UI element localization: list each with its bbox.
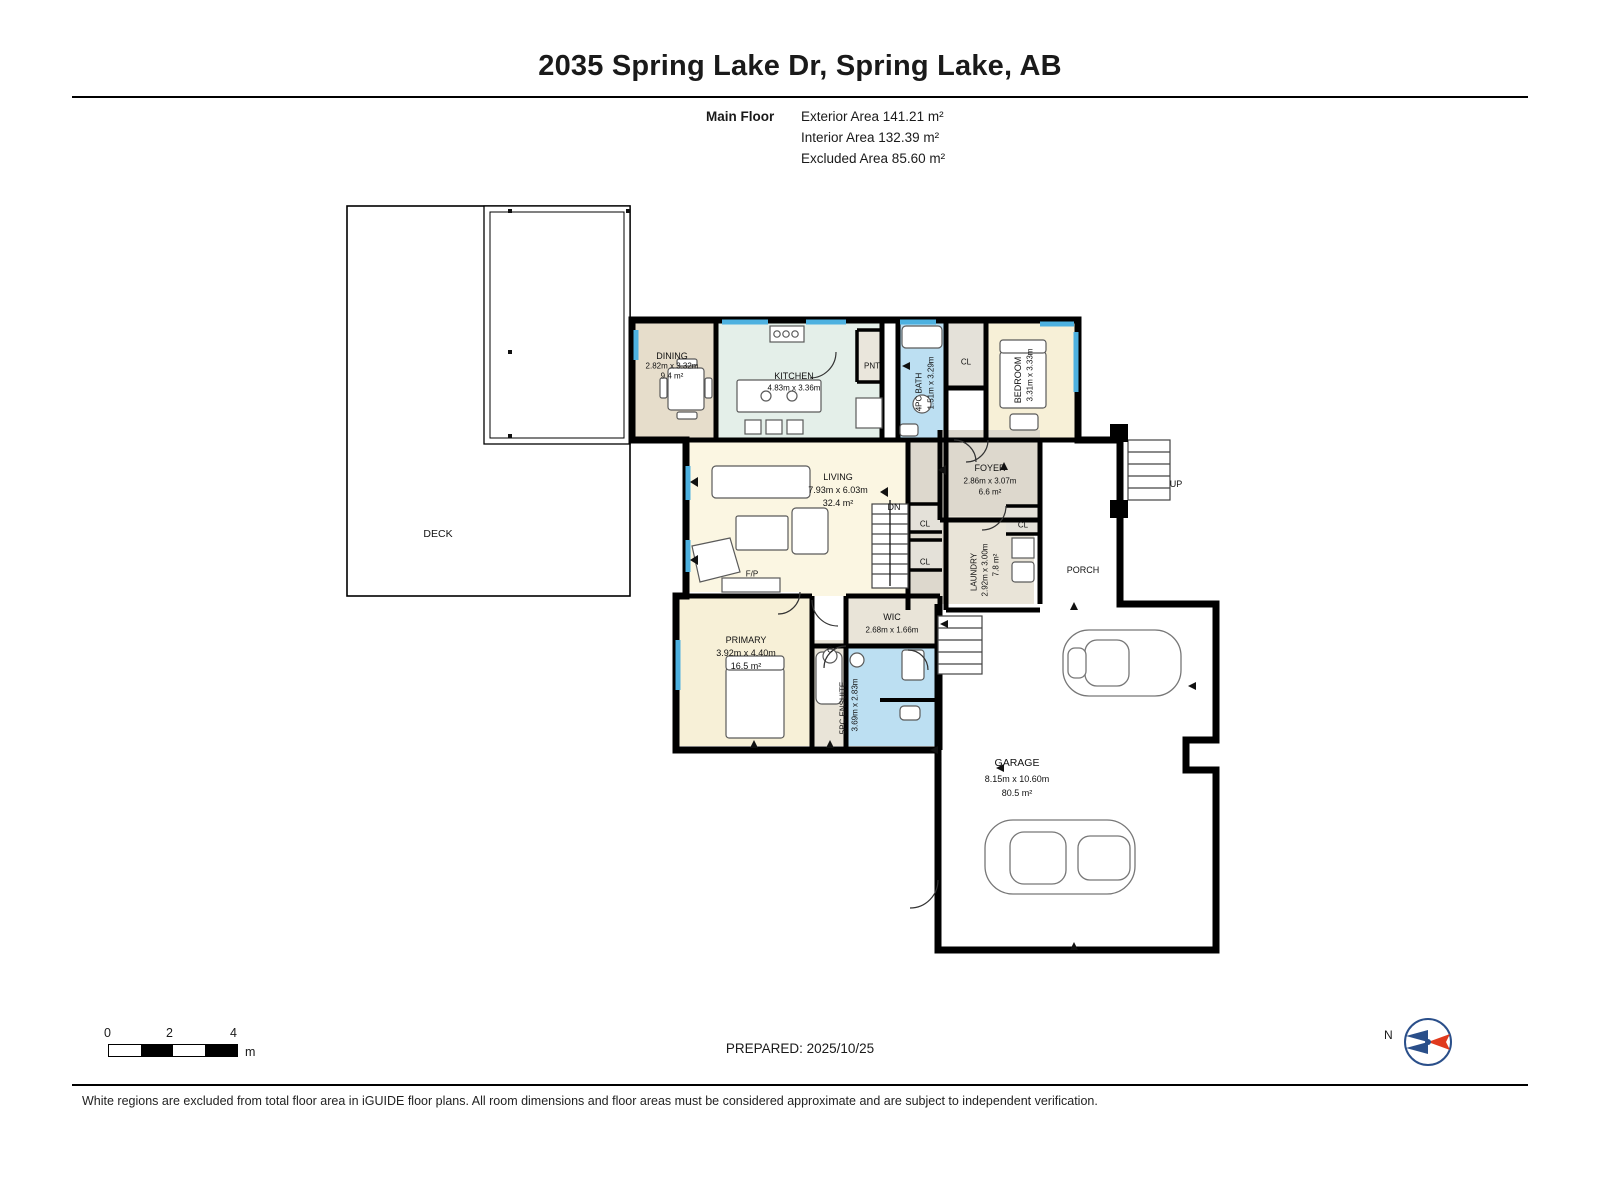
room-label-porch: PORCH xyxy=(1066,564,1100,575)
room-label-bedroom: BEDROOM xyxy=(1012,356,1023,404)
room-label-closet-hall-2: CL xyxy=(919,557,931,567)
room-label-living: LIVING xyxy=(823,471,853,482)
room-area-foyer: 6.6 m² xyxy=(978,487,1002,497)
room-label-closet-primary: C xyxy=(827,645,833,655)
room-area-garage: 80.5 m² xyxy=(1001,787,1033,798)
compass-rose xyxy=(1384,1014,1460,1070)
room-dims-bedroom: 3.31m x 3.33m xyxy=(1025,348,1035,402)
room-label-pantry: PNT xyxy=(864,361,880,371)
room-area-dining: 9.4 m² xyxy=(660,371,684,381)
interior-area-text: Interior Area 132.39 m² xyxy=(801,130,940,145)
stairs-label-up: UP xyxy=(1169,478,1183,489)
scale-tick-4: 4 xyxy=(230,1026,237,1040)
room-label-deck: DECK xyxy=(423,527,453,540)
footer-divider xyxy=(72,1084,1528,1086)
scale-tick-0: 0 xyxy=(104,1026,111,1040)
room-dims-kitchen: 4.83m x 3.36m xyxy=(767,383,821,393)
stairs-label-dn: DN xyxy=(887,501,901,512)
room-label-5pc-ensuite: 5PC ENSUITE xyxy=(838,681,848,735)
room-label-dining: DINING xyxy=(656,350,688,361)
room-label-garage: GARAGE xyxy=(994,756,1040,769)
room-dims-laundry: 2.92m x 3.00m xyxy=(980,543,990,597)
room-label-kitchen: KITCHEN xyxy=(774,370,814,381)
room-dims-living: 7.93m x 6.03m xyxy=(808,484,868,495)
room-label-foyer: FOYER xyxy=(974,462,1006,473)
floor-label: Main Floor xyxy=(706,109,775,124)
room-dims-garage: 8.15m x 10.60m xyxy=(984,773,1050,784)
room-dims-foyer: 2.86m x 3.07m xyxy=(963,476,1017,486)
room-label-closet-foyer: CL xyxy=(1017,520,1029,530)
room-area-laundry: 7.8 m² xyxy=(991,553,1001,577)
room-dims-4pc-bath: 1.51m x 3.29m xyxy=(926,356,936,410)
room-label-bedroom-closet: CL xyxy=(960,357,972,367)
excluded-area-text: Excluded Area 85.60 m² xyxy=(801,151,946,166)
room-label-laundry: LAUNDRY xyxy=(969,552,979,592)
room-label-closet-hall-1: CL xyxy=(919,519,931,529)
scale-tick-2: 2 xyxy=(166,1026,173,1040)
room-dims-wic: 2.68m x 1.66m xyxy=(865,625,919,635)
exterior-area-text: Exterior Area 141.21 m² xyxy=(801,109,944,124)
scale-unit-label: m xyxy=(245,1045,256,1059)
room-dims-5pc-ensuite: 3.69m x 2.83m xyxy=(850,678,860,732)
disclaimer-text: White regions are excluded from total floor area in iGUIDE floor plans. All room dimensions and floor areas must be considered approximate and are subject to independent verification. xyxy=(82,1094,1098,1108)
room-dims-primary: 3.92m x 4.40m xyxy=(716,647,776,658)
room-label-fireplace: F/P xyxy=(745,569,759,579)
compass-icon xyxy=(1384,1014,1460,1070)
room-label-4pc-bath: 4PC BATH xyxy=(914,372,924,412)
room-dims-dining: 2.82m x 3.32m xyxy=(645,361,699,371)
room-area-living: 32.4 m² xyxy=(822,497,854,508)
room-label-wic: WIC xyxy=(883,611,901,622)
room-label-primary: PRIMARY xyxy=(725,634,767,645)
prepared-date: PREPARED: 2025/10/25 xyxy=(725,1041,875,1056)
room-area-primary: 16.5 m² xyxy=(730,660,762,671)
page-title: 2035 Spring Lake Dr, Spring Lake, AB xyxy=(538,50,1062,82)
compass-north-label: N xyxy=(1384,1028,1393,1042)
